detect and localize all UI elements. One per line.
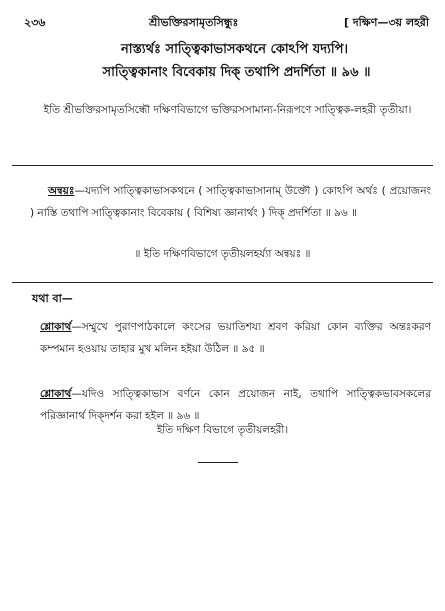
anvaya-text: —যদ্যপি সাত্ত্বিকাভাসকথনে ( সাত্ত্বিকাভাসানাম্ উক্তৌ ) কোঽপি অর্থঃ ( প্রয়োজনং ) নাস্তি তথাপি সাত্ত্বিকানাং বিবেকায় ( বিশিষ্য জ্ঞানার্থং ) দিক্ প্রদর্শিতা ॥ ৯৬ ॥ [30, 185, 431, 219]
translation-text-2: —যদিও সাত্ত্বিকাভাস বর্ণনে কোন প্রয়োজন নাই, তথাপি সাত্ত্বিকভাবসকলের পরিজ্ঞানার্থ দিক্দর্শন করা হইল ॥ ৯৬ ॥ [40, 388, 431, 422]
divider-2 [12, 282, 433, 283]
end-bar [198, 462, 238, 463]
translation-text-1: —সম্মুখে পুরাণপাঠকালে কংসের ভয়াতিশয্য শ্রবণ করিয়া কোন ব্যক্তির অন্তঃকরণ কম্পমান হওয়ায় তাহার মুখ মলিন হইয়া উঠিল ॥ ৯৫ ॥ [40, 321, 431, 355]
translation-label-2: শ্লোকার্থ [40, 388, 72, 400]
verse-line-1: নাস্ত্যর্থঃ সাত্ত্বিকাভাসকথনে কোঽপি যদ্যপি। [120, 42, 349, 57]
anvaya-paragraph [30, 180, 431, 224]
anvaya-label: অন্বয়ঃ [48, 185, 75, 197]
page-number: ২৩৬ [24, 16, 46, 29]
verse-line-2: সাত্ত্বিকানাং বিবেকায় দিক্ তথাপি প্রদর্শিতা ॥ ৯৬ ॥ [102, 65, 371, 80]
chapter-conclusion: ইতি শ্রীভক্তিরসামৃতসিন্ধৌ দক্ষিণবিভাগে ভক্তিরসসামান্য-নিরূপণে সাত্ত্বিক-লহরী তৃতীয়া। [43, 104, 412, 116]
final-conclusion: ইতি দক্ষিণ বিভাগে তৃতীয়লহরী। [156, 424, 289, 436]
section-label: [ দক্ষিণ—৩য় লহরী [344, 16, 429, 29]
book-title: শ্রীভক্তিরসামৃতসিন্ধুঃ [149, 16, 239, 29]
divider-1 [12, 165, 433, 166]
anvaya-end: ॥ ইতি দক্ষিণবিভাগে তৃতীয়লহর্য্যা অন্বয়ঃ ॥ [134, 248, 311, 260]
translation-label-1: শ্লোকার্থ [40, 321, 72, 333]
yatha-heading: যথা বা— [32, 292, 73, 305]
translation-paragraph-1 [40, 316, 431, 360]
page-header [24, 14, 429, 32]
